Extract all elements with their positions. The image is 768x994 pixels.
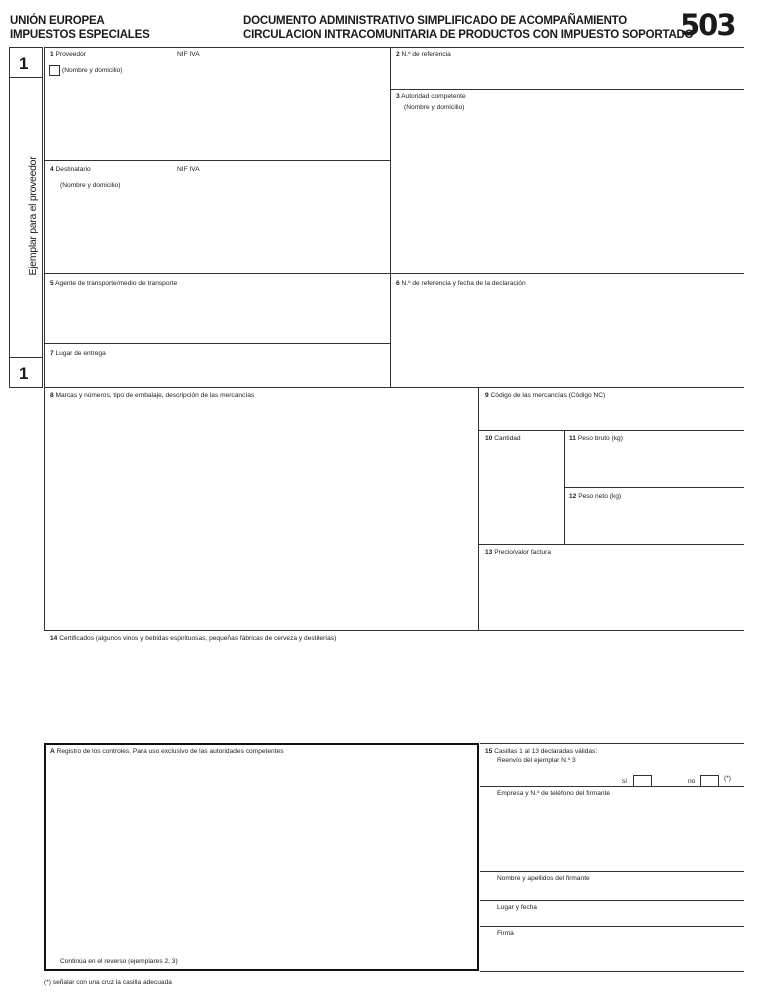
box-15-place-date-label: Lugar y fecha bbox=[497, 904, 537, 911]
box-10-field[interactable] bbox=[479, 445, 563, 543]
box-14-label: 14 Certificados (algunos vinos y bebidas espirituosas, pequeñas fábricas de cerveza y destilerías) bbox=[50, 635, 337, 642]
box-1-label: 1 Proveedor bbox=[50, 51, 86, 58]
box-5-field[interactable] bbox=[45, 290, 389, 342]
box-11-label: 11 Peso bruto (kg) bbox=[569, 435, 623, 442]
box-9-field[interactable] bbox=[479, 402, 743, 429]
box-1-sublabel: (Nombre y domicilio) bbox=[62, 67, 123, 74]
box-15-note-mark: (*) bbox=[724, 775, 731, 782]
form-number: 503 bbox=[680, 8, 735, 42]
box-2-field[interactable] bbox=[391, 60, 743, 88]
box-15-signature-field[interactable] bbox=[481, 939, 743, 970]
box-a-controls[interactable] bbox=[44, 743, 479, 971]
box-15-place-date-field[interactable] bbox=[481, 913, 743, 925]
box-3-sublabel: (Nombre y domicilio) bbox=[404, 104, 465, 111]
org-line-1: UNIÓN EUROPEA bbox=[10, 15, 105, 27]
copy-number-bottom: 1 bbox=[19, 364, 29, 383]
box-1-nif-label: NIF IVA bbox=[177, 51, 200, 58]
box-3-label: 3 Autoridad competente bbox=[396, 93, 466, 100]
box-3-field[interactable] bbox=[391, 114, 743, 272]
box-12-field[interactable] bbox=[565, 503, 743, 543]
box-6-label: 6 N.º de referencia y fecha de la declaración bbox=[396, 280, 526, 287]
box-2-label: 2 N.º de referencia bbox=[396, 51, 451, 58]
box-13-label: 13 Precio/valor factura bbox=[485, 549, 551, 556]
box-4-sublabel: (Nombre y domicilio) bbox=[60, 182, 121, 189]
box-7-field[interactable] bbox=[45, 360, 389, 386]
footnote: (*) señalar con una cruz la casilla adecuada bbox=[44, 979, 172, 986]
box-7-label: 7 Lugar de entrega bbox=[50, 350, 106, 357]
box-13-field[interactable] bbox=[479, 559, 743, 629]
box-4-label: 4 Destinatario bbox=[50, 166, 91, 173]
box-4-nif-label: NIF IVA bbox=[177, 166, 200, 173]
box-11-field[interactable] bbox=[565, 445, 743, 486]
box-14-field[interactable] bbox=[45, 645, 743, 741]
title-line-2: CIRCULACION INTRACOMUNITARIA DE PRODUCTOS CON IMPUESTO SOPORTADO bbox=[243, 29, 694, 41]
box-8-field[interactable] bbox=[45, 402, 477, 629]
box-a-footer: Continúa en el reverso (ejemplares 2, 3) bbox=[60, 958, 178, 965]
box-15-signer-label: Nombre y apellidos del firmante bbox=[497, 875, 590, 882]
copy-vertical-label: Ejemplar para el proveedor bbox=[27, 156, 39, 276]
box-1-checkbox[interactable] bbox=[49, 65, 60, 76]
box-15-label-2: Reenvío del ejemplar N.º 3 bbox=[497, 757, 576, 764]
copy-number-top: 1 bbox=[19, 54, 29, 73]
box-12-label: 12 Peso neto (kg) bbox=[569, 493, 622, 500]
box-8-label: 8 Marcas y números, tipo de embalaje, descripción de las mercancías bbox=[50, 392, 255, 399]
title-line-1: DOCUMENTO ADMINISTRATIVO SIMPLIFICADO DE ACOMPAÑAMIENTO bbox=[243, 15, 628, 27]
box-15-yes-checkbox[interactable] bbox=[633, 775, 652, 787]
org-line-2: IMPUESTOS ESPECIALES bbox=[10, 29, 150, 41]
box-10-label: 10 Cantidad bbox=[485, 435, 521, 442]
box-15-yes-label: sí bbox=[622, 778, 628, 785]
box-15-label: 15 Casillas 1 al 13 declaradas válidas: bbox=[485, 748, 598, 755]
box-15-company-label: Empresa y N.º de teléfono del firmante bbox=[497, 790, 611, 797]
box-6-field[interactable] bbox=[391, 290, 743, 386]
box-15-no-label: no bbox=[688, 778, 696, 785]
document-title bbox=[243, 14, 693, 42]
box-15-company-field[interactable] bbox=[481, 800, 743, 870]
box-15-signature-label: Firma bbox=[497, 930, 514, 937]
box-1-field[interactable] bbox=[45, 78, 389, 159]
org-name bbox=[10, 14, 150, 42]
box-5-label: 5 Agente de transporte/medio de transporte bbox=[50, 280, 178, 287]
box-4-field[interactable] bbox=[45, 192, 389, 272]
box-9-label: 9 Código de las mercancías (Código NC) bbox=[485, 392, 606, 399]
box-15-signer-field[interactable] bbox=[481, 884, 743, 899]
box-15-no-checkbox[interactable] bbox=[700, 775, 719, 787]
box-a-label: A Registro de los controles. Para uso exclusivo de las autoridades competentes bbox=[50, 748, 284, 755]
